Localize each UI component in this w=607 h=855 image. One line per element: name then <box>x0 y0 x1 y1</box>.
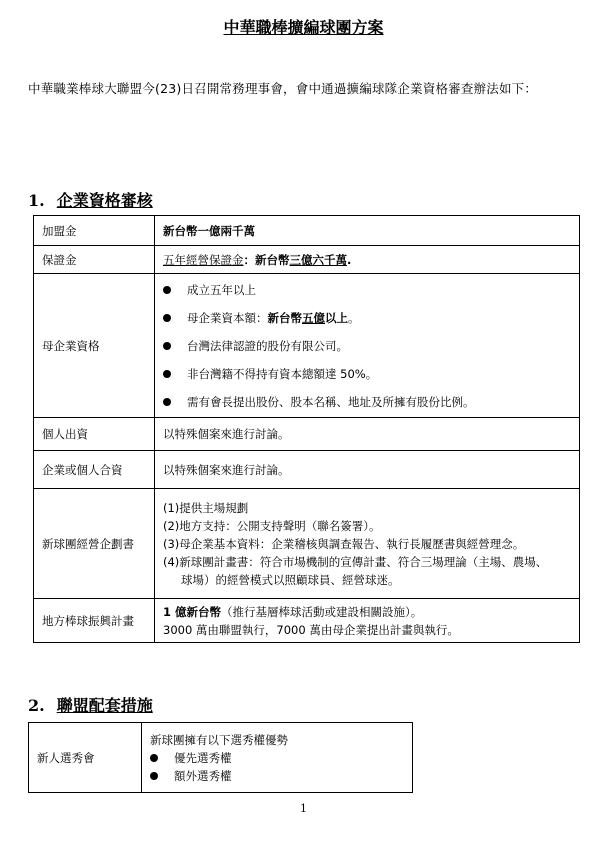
plan-line: (2)地方支持：公開支持聲明（聯名簽署）。 <box>163 518 381 533</box>
bullet-icon <box>163 286 171 294</box>
list-item: 需有會長提出股份、股本名稱、地址及所擁有股份比例。 <box>163 388 571 416</box>
list-item: 台灣法律認證的股份有限公司。 <box>163 332 571 360</box>
personal-investment-label: 個人出資 <box>34 418 155 451</box>
league-measures-table <box>28 722 413 793</box>
parent-company-label: 母企業資格 <box>34 274 155 418</box>
page-title <box>0 15 607 38</box>
section-2-heading <box>28 693 153 716</box>
table-row <box>34 489 580 599</box>
bullet-icon <box>163 314 171 322</box>
list-item: 成立五年以上 <box>163 276 571 304</box>
bullet-icon <box>150 772 158 780</box>
local-baseball-value: 1 億新台幣（推行基層棒球活動或建設相關設施）。 3000 萬由聯盟執行，7000 萬由母企業提出計畫與執行。 <box>155 599 580 643</box>
business-plan-value <box>155 489 580 599</box>
qualification-table <box>33 215 580 643</box>
intro-paragraph: 中華職業棒球大聯盟今(23)日召開常務理事會，會中通過擴編球隊企業資格審查辦法如下： <box>28 81 538 96</box>
table-row <box>34 246 580 274</box>
draft-intro: 新球團擁有以下選秀權優勢 <box>150 732 288 747</box>
deposit-value <box>155 246 580 274</box>
section-1-number: 1. <box>28 191 45 210</box>
plan-line: (3)母企業基本資料：企業稽核與調查報告、執行長履歷書與經營理念。 <box>163 536 525 551</box>
section-2-title: 聯盟配套措施 <box>56 696 153 715</box>
parent-company-requirements <box>155 274 580 418</box>
deposit-label: 保證金 <box>34 246 155 274</box>
bullet-icon <box>163 370 171 378</box>
table-row <box>34 418 580 451</box>
plan-line: 球場）的經營模式以照顧球員、經營球迷。 <box>181 572 400 587</box>
plan-line: (1)提供主場規劃 <box>163 500 249 515</box>
join-fee-value: 新台幣一億兩千萬 <box>155 216 580 246</box>
local-baseball-label: 地方棒球振興計畫 <box>34 599 155 643</box>
funding-split: 3000 萬由聯盟執行，7000 萬由母企業提出計畫與執行。 <box>163 622 459 637</box>
draft-value <box>142 723 413 793</box>
plan-line: (4)新球團計畫書：符合市場機制的宣傳計畫、符合三場理論（主場、農場、 <box>163 554 548 569</box>
draft-label: 新人選秀會 <box>29 723 142 793</box>
section-1-heading <box>28 188 153 211</box>
page-number: 1 <box>300 802 307 815</box>
business-plan-label: 新球團經營企劃書 <box>34 489 155 599</box>
section-1-title: 企業資格審核 <box>56 191 153 210</box>
deposit-currency: ：新台幣 <box>243 252 290 267</box>
list-item: 非台灣籍不得持有資本總額達 50%。 <box>163 360 571 388</box>
deposit-suffix: . <box>347 252 352 267</box>
table-row <box>29 723 413 793</box>
deposit-amount: 三億六千萬 <box>289 252 347 267</box>
join-fee-label: 加盟金 <box>34 216 155 246</box>
bullet-icon <box>150 754 158 762</box>
joint-investment-value: 以特殊個案來進行討論。 <box>155 451 580 489</box>
personal-investment-value: 以特殊個案來進行討論。 <box>155 418 580 451</box>
deposit-term: 五年經營保證金 <box>163 252 244 267</box>
bullet-icon <box>163 342 171 350</box>
section-2-number: 2. <box>28 696 45 715</box>
page-title-text: 中華職棒擴編球團方案 <box>223 18 384 37</box>
list-item: 額外選秀權 <box>150 767 404 785</box>
bullet-icon <box>163 398 171 406</box>
funding-amount: 1 億新台幣 <box>163 604 222 619</box>
table-row <box>34 451 580 489</box>
list-item: 母企業資本額： 新台幣 五億 以上 。 <box>163 304 571 332</box>
table-row <box>34 216 580 246</box>
table-row <box>34 599 580 643</box>
joint-investment-label: 企業或個人合資 <box>34 451 155 489</box>
table-row <box>34 274 580 418</box>
requirements-list <box>163 276 571 416</box>
list-item: 優先選秀權 <box>150 749 404 767</box>
draft-list <box>150 749 404 785</box>
